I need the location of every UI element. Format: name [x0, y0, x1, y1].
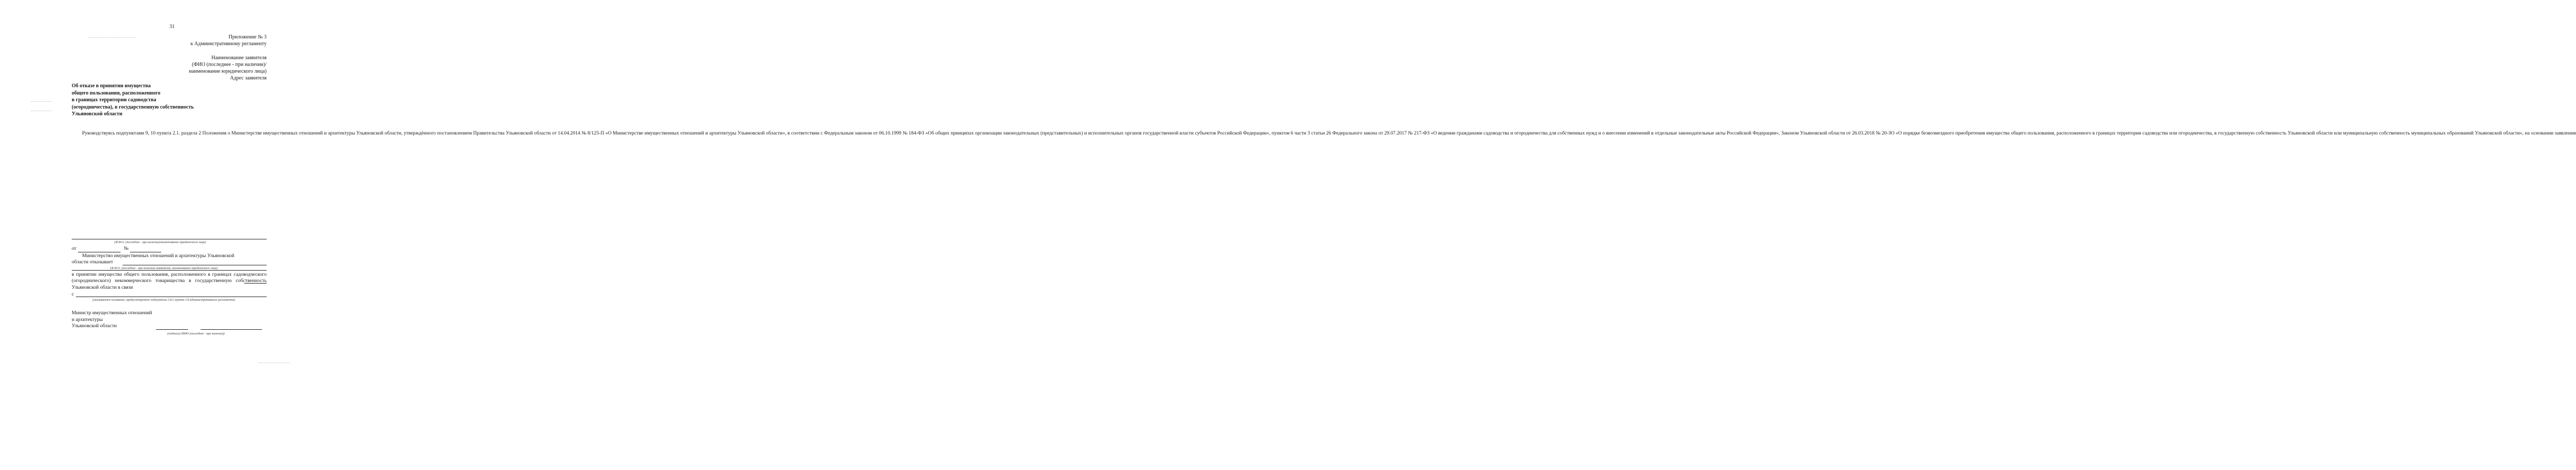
legal-entity-label: наименование юридического лица) — [189, 69, 267, 74]
document-title: Об отказе в принятии имущества общего пользования, расположенного в границах территории садоводства (огородничества), в государственную собственность Ульяновской области — [72, 83, 194, 117]
applicant-name-label: Наименование заявителя — [211, 55, 267, 61]
page-number: 31 — [169, 24, 175, 30]
number-label: № — [124, 246, 129, 251]
refuses-label: области отказывает — [72, 259, 113, 265]
ministry-refuses: Министерство имущественных отношений и архитектуры Ульяновской — [82, 253, 234, 259]
position-line[interactable] — [156, 329, 188, 330]
reason-prefix: с — [72, 291, 74, 297]
signature-hint: (подпись) (ФИО (последнее - при наличии)) — [167, 332, 225, 335]
reason-hint: (указывается основание, предусмотренное подпунктом 2.8.2 пункта 2.8 административного регламента) — [93, 299, 235, 302]
applicant-address-label: Адрес заявителя — [230, 75, 267, 81]
scan-artifact — [259, 362, 290, 363]
fio-signature-line[interactable] — [201, 329, 262, 330]
fio-hint: (Ф.И.О. (последнее - при наличии)/наименование юридического лица) — [114, 241, 206, 244]
from-label: от — [72, 246, 76, 251]
partnership-line[interactable] — [244, 283, 267, 284]
regulation-label: к Административному регламенту — [190, 41, 267, 47]
scan-artifact — [88, 37, 135, 38]
refusal-text: в принятии имущества общего пользования, расположенного в границах садоводческого (огороднического) некоммерческого товарищества в государственную собственность Ульяновской области в связи — [72, 272, 267, 290]
main-paragraph: Руководствуясь подпунктами 9, 10 пункта 2.1. раздела 2 Положения о Министерстве имущественных отношений и архитектуры Ульяновской области, утверждённого постановлением Правительства Ульяновской области от 14.04.2014 № 8/125-П «О Министерстве имущественных отношений и архитектуры Ульяновской области», в соответствии с Федеральным законом от 06.10.1999 № 184-ФЗ «Об общих принципах организации законодательных (представительных) и исполнительных органов государственной власти субъектов Российской Федерации», пунктом 6 части 3 статьи 26 Федерального закона от 29.07.2017 № 217-ФЗ «О ведении гражданами садоводства и огородничества для собственных нужд и о внесении изменений в отдельные законодательные акты Российской Федерации», Законом Ульяновской области от 26.03.2018 № 20-ЗО «О порядке безвозмездного приобретения имущества общего пользования, расположенного в границах территории садоводства или огородничества, в государственную собственность Ульяновской области или муниципальную собственность муниципальных образований Ульяновской области», на основании заявления — [82, 130, 2576, 136]
fio-entity-hint: (Ф.И.О. (последнее - при наличии) заявителя), наименование юридического лица) — [110, 267, 218, 270]
signature-block: Министр имущественных отношений и архитектуры Ульяновской области — [72, 310, 152, 329]
extra-line[interactable] — [72, 270, 267, 271]
scan-artifact — [31, 101, 52, 102]
appendix-label: Приложение № 3 — [228, 34, 267, 40]
applicant-fio-label: (ФИО (последнее - при наличии)/ — [192, 62, 267, 68]
